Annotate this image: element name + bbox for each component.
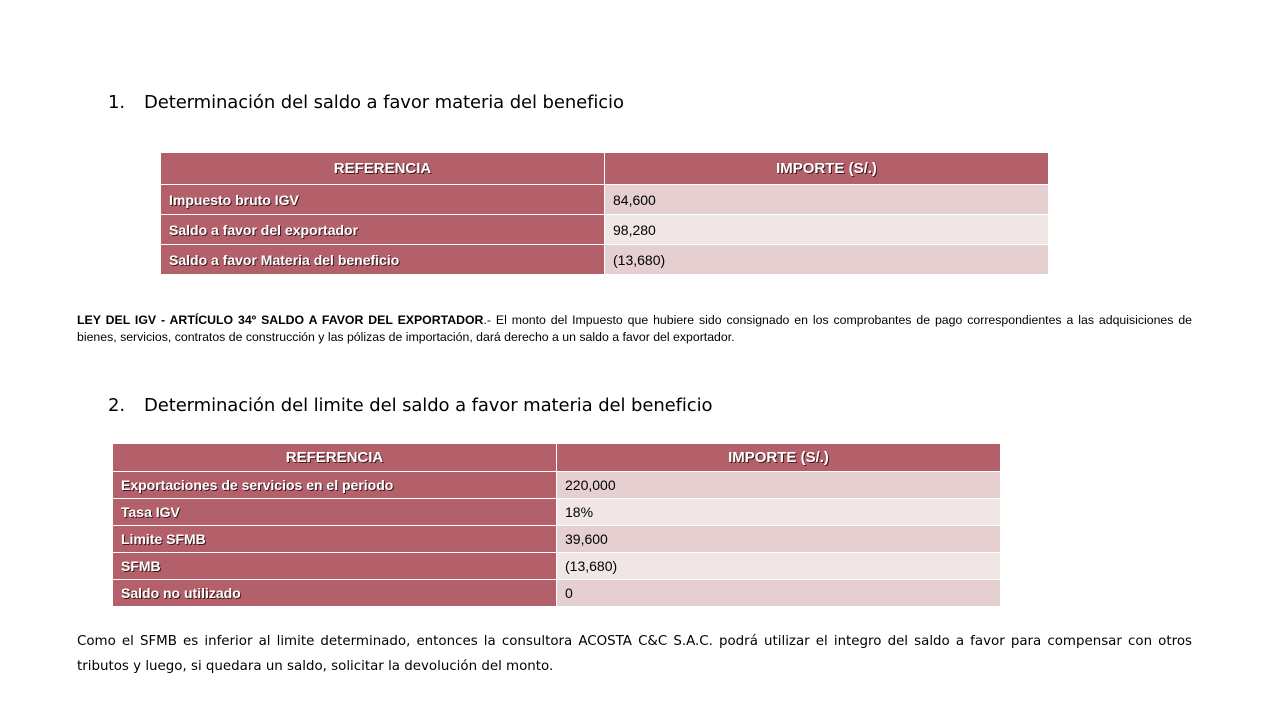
row-label: SFMB bbox=[113, 553, 557, 580]
law-note-title: LEY DEL IGV - ARTÍCULO 34º SALDO A FAVOR DEL EXPORTADOR bbox=[77, 313, 484, 327]
table-header-row bbox=[161, 153, 1049, 185]
row-value: 220,000 bbox=[557, 472, 1001, 499]
row-label: Tasa IGV bbox=[113, 499, 557, 526]
section-2-number: 2. bbox=[108, 395, 125, 416]
limite-saldo-table bbox=[112, 443, 1001, 607]
column-header-importe: IMPORTE (S/.) bbox=[605, 153, 1049, 185]
section-1-title: Determinación del saldo a favor materia del beneficio bbox=[144, 92, 624, 113]
saldo-favor-table bbox=[160, 152, 1049, 275]
row-label: Exportaciones de servicios en el periodo bbox=[113, 472, 557, 499]
row-label: Limite SFMB bbox=[113, 526, 557, 553]
row-value: 98,280 bbox=[605, 215, 1049, 245]
conclusion-paragraph: Como el SFMB es inferior al limite determinado, entonces la consultora ACOSTA C&C S.A.C. podrá utilizar el integro del saldo a favor para compensar con otros tributos y luego, si quedara un saldo, solicitar la devolución del monto. bbox=[77, 634, 1192, 674]
law-note-paragraph bbox=[77, 312, 1192, 346]
column-header-importe: IMPORTE (S/.) bbox=[557, 444, 1001, 472]
table-row bbox=[113, 499, 1001, 526]
row-value: 0 bbox=[557, 580, 1001, 607]
row-value: 39,600 bbox=[557, 526, 1001, 553]
table-row bbox=[161, 185, 1049, 215]
row-value: 18% bbox=[557, 499, 1001, 526]
row-label: Saldo no utilizado bbox=[113, 580, 557, 607]
section-1-heading bbox=[108, 92, 624, 113]
table-row bbox=[113, 553, 1001, 580]
section-2-heading bbox=[108, 395, 712, 416]
table-row bbox=[113, 526, 1001, 553]
law-note-body: .- El monto del Impuesto que hubiere sido consignado en los comprobantes de pago correspondientes a las adquisiciones de bienes, servicios, contratos de construcción y las pólizas de importación, dará derecho a un saldo a favor del exportador. bbox=[77, 313, 1192, 344]
row-label: Saldo a favor Materia del beneficio bbox=[161, 245, 605, 275]
section-2-title: Determinación del limite del saldo a favor materia del beneficio bbox=[144, 395, 713, 416]
section-1-number: 1. bbox=[108, 92, 125, 113]
column-header-referencia: REFERENCIA bbox=[113, 444, 557, 472]
table-row bbox=[161, 245, 1049, 275]
table-row bbox=[161, 215, 1049, 245]
row-value: (13,680) bbox=[605, 245, 1049, 275]
table-row bbox=[113, 472, 1001, 499]
table-row bbox=[113, 580, 1001, 607]
table-header-row bbox=[113, 444, 1001, 472]
row-label: Impuesto bruto IGV bbox=[161, 185, 605, 215]
row-value: 84,600 bbox=[605, 185, 1049, 215]
row-label: Saldo a favor del exportador bbox=[161, 215, 605, 245]
column-header-referencia: REFERENCIA bbox=[161, 153, 605, 185]
row-value: (13,680) bbox=[557, 553, 1001, 580]
